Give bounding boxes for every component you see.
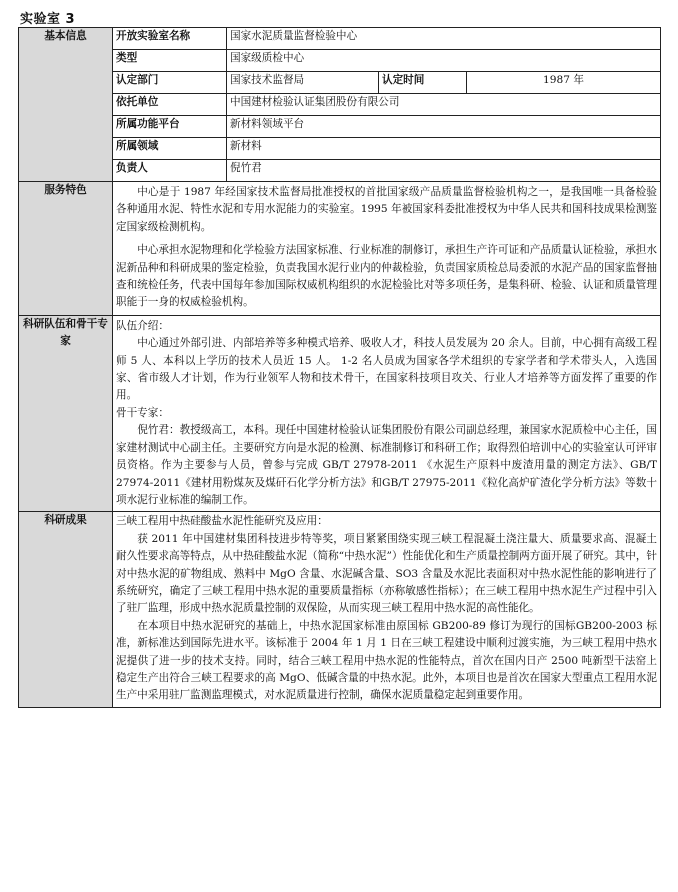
head-label: 负责人 [113, 160, 227, 182]
service-paragraph-2: 中心承担水泥物理和化学检验方法国家标准、行业标准的制修订，承担生产许可证和产品质量认证检验，承担水泥新品种和科研成果的鉴定检验，负责我国水泥行业内的仲裁检验，负责国家质检总局委派的水泥产品的国家监督抽查和统检任务，代表中国每年参加国际权威机构组织的水泥检验比对等多项任务，是集科研、检验、认证和质量管理职能于一身的权威检验机构。 [116, 244, 658, 309]
dept-value: 国家技术监督局 [227, 72, 379, 94]
org-label: 依托单位 [113, 94, 227, 116]
dept-label: 认定部门 [113, 72, 227, 94]
expert-title: 骨干专家： [116, 406, 169, 419]
platform-value: 新材料领域平台 [227, 116, 661, 138]
section-team [19, 315, 113, 511]
field-label: 所属领域 [113, 138, 227, 160]
time-value: 1987 年 [467, 72, 661, 94]
head-value: 倪竹君 [227, 160, 661, 182]
team-intro-title: 队伍介绍： [116, 319, 169, 332]
page-title: 实验室 3 [20, 12, 76, 27]
section-service: 服务特色 [19, 182, 113, 316]
platform-label: 所属功能平台 [113, 116, 227, 138]
time-label: 认定时间 [379, 72, 467, 94]
expert-text: 倪竹君：教授级高工，本科。现任中国建材检验认证集团股份有限公司副总经理，兼国家水泥质检中心主任，国家建材测试中心副主任。主要研究方向是水泥的检测、标准制修订和科研工作；取得烈伯培训中心的实验室认可评审员资格。作为主要参与人员，曾参与完成 GB/T 27978-2011 《水泥生产原料中废渣用量的测定方法》、GB/T 27974-2011《建材用粉煤灰及煤矸石化学分析方法》和GB/T 27975-2011《粒化高炉矿渣化学分析方法》等数十项水泥行业标准的编制工作。 [116, 424, 658, 506]
section-results: 科研成果 [19, 512, 113, 707]
lab-name-value: 国家水泥质量监督检验中心 [227, 28, 661, 50]
type-value: 国家级质检中心 [227, 50, 661, 72]
results-paragraph-2: 在本项目中热水泥研究的基础上，中热水泥国家标准由原国标 GB200-89 修订为现行的国标GB200-2003 标准，新标准达到国际先进水平。该标准于 2004 年 1 月 1 日在三峡工程建设中顺利过渡实施，为三峡工程用中热水泥提供了进一步的技术支持。同时，结合三峡工程用中热水泥的性能特点，首次在国内日产 2500 吨新型干法窑上稳定生产出符合三峡工程要求的高 MgO、低碱含量的中热水泥。此外，本项目也是首次在国家大型重点工程用水泥生产中采用驻厂监测监理模式，对水泥质量进行控制，确保水泥质量稳定起到重要作用。 [116, 619, 658, 702]
org-value: 中国建材检验认证集团股份有限公司 [227, 94, 661, 116]
type-label: 类型 [113, 50, 227, 72]
lab-name-label: 开放实验室名称 [113, 28, 227, 50]
team-intro-text: 中心通过外部引进、内部培养等多种模式培养、吸收人才，科技人员发展为 20 余人。目前，中心拥有高级工程师 5 人、本科以上学历的技术人员近 15 人。 1-2 名人员成为国家各学术组织的专家学者和学术带头人，入选国家、省市级人才计划，作为行业领军人物和技术骨干，在国家科技项目攻关、行业人才培养等方面发挥了重要的作用。 [116, 337, 658, 402]
results-title: 三峡工程用中热硅酸盐水泥性能研究及应用： [116, 515, 328, 528]
field-value: 新材料 [227, 138, 661, 160]
section-basic-info: 基本信息 [19, 28, 113, 182]
results-paragraph-1: 获 2011 年中国建材集团科技进步特等奖，项目紧紧围绕实现三峡工程混凝土浇注量大、质量要求高、混凝土耐久性要求高等特点，从中热硅酸盐水泥（简称“中热水泥”）性能优化和生产质量控制两方面开展了研究。其中，针对中热水泥的矿物组成、熟料中 MgO 含量、水泥碱含量、SO3 含量及水泥比表面积对中热水泥性能的影响进行了系统研究，确定了三峡工程用中热水泥的重要质量指标（亦称敏感性指标）；在三峡工程用中热水泥生产过程中引入了驻厂监理，形成中热水泥质量控制的双保险，从而实现三峡工程用中热水泥的高性能化。 [116, 532, 658, 615]
service-paragraph-1: 中心是于 1987 年经国家技术监督局批准授权的首批国家级产品质量监督检验机构之一，是我国唯一具备检验各种通用水泥、特性水泥和专用水泥能力的实验室。1995 年被国家科委批准授权为中华人民共和国科技成果检测鉴定国家级检测机构。 [116, 186, 658, 233]
lab-info-table [18, 27, 661, 708]
team-section-label: 科研队伍和骨干专家 [23, 317, 108, 348]
